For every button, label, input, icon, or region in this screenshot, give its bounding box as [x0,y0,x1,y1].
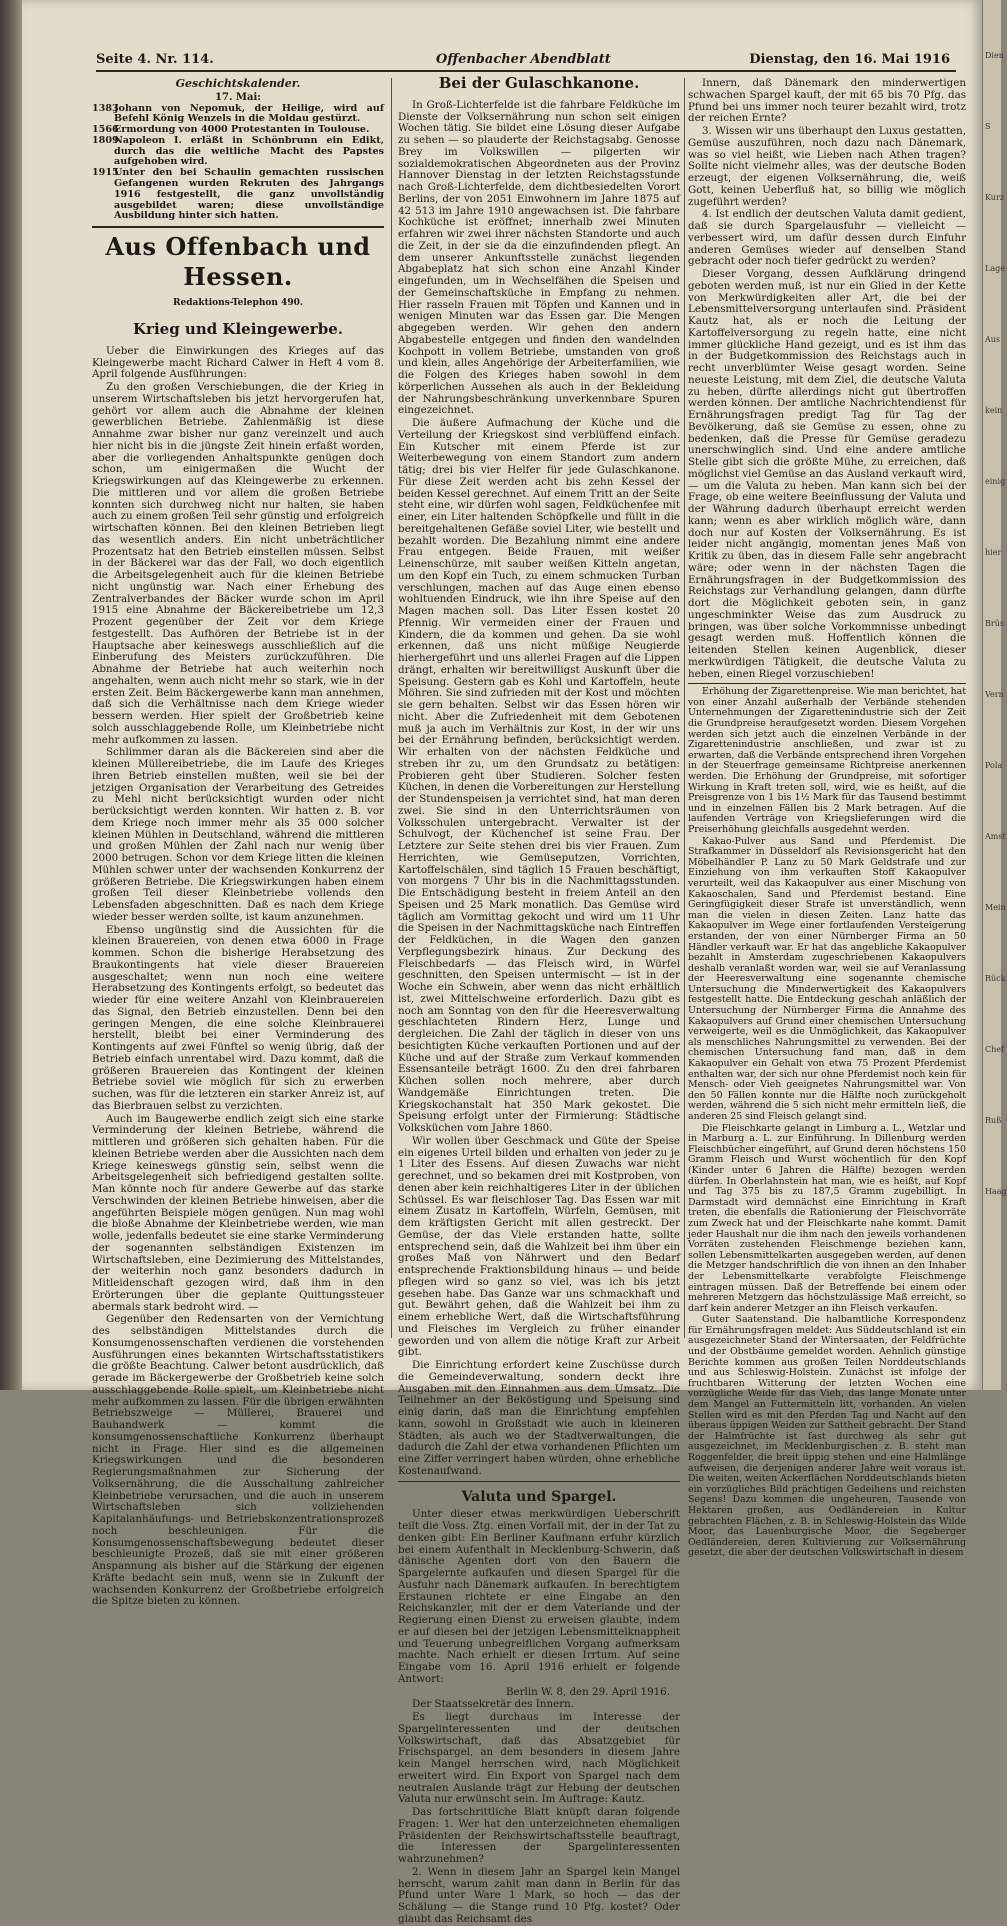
edge-fragment: Lage [985,264,1005,273]
paragraph: Die äußere Aufmachung der Küche und die Verteilung der Kriegskost sind verblüffend einfach. Ein Kutscher mit einem Pferde ist zur Weiterbewegung von einem Standort zum andern tätig; drei bis vier Helfer für jede Gulaschkanone. Für diese Zeit werden acht bis zehn Kessel der beiden Kessel gerechnet. Auf einem Tritt an der Seite steht eine, wir dürfen wohl sagen, Feldküchenfee mit einer, ein Liter haltenden Schöpfkelle und füllt in die bereitgehaltenen Gefäße soviel Liter, wie bestellt und bezahlt worden. Die Bezahlung nimmt eine andere Frau entgegen. Beide Frauen, mit weißer Leinenschürze, mit sauber weißen Kitteln angetan, um den Kopf ein Tuch, zu einem schmucken Turban verschlungen, machen auf das Auge einen ebenso wohltuenden Eindruck, wie ihn ihre Speise auf den Magen machen soll. Das Liter Essen kostet 20 Pfennig. Wir vermeiden einer der Frauen und Kindern, die da kommen und gehen. Da sie wohl erkennen, daß uns nicht müßige Neugierde hierhergeführt und uns allerlei Fragen auf die Lippen drängt, erhalten wir bereitwilligst Auskunft über die Speisung. Gestern gab es Kohl und Kartoffeln, heute Möhren. Sie sind zufrieden mit der Kost und möchten sie gern behalten. Selbst wir das Essen hören wir nicht. Aber die Zufriedenheit mit dem Gebotenen muß ja auch im Verhältnis zur Kost, in der wir uns bei der Ernährung befinden, berücksichtigt werden. Wir erhalten von der nächsten Feldküche und streben ihr zu, um den Grundsatz zu betätigen: Probieren geht über Studieren. Solcher festen Küchen, in denen die Vorbereitungen zur Herstellung der Stundenspeisen ja verrichtet sind, hat man deren zwei. Sie sind in den Unterrichtsräumen von Volksschulen untergebracht. Verwalter ist der Schulvogt, der Küchenchef ist seine Frau. Der Letztere zur Seite stehen drei bis vier Frauen. Zum Herrichten, wie Gemüseputzen, Vorrichten, Kartoffelschälen, sind täglich 15 Frauen beschäftigt, von morgens 7 Uhr bis in die Nachmittagsstunden. Die Entschädigung besteht in freiem Anteil an den Speisen und 25 Mark monatlich. Das Gemüse wird täglich am Vormittag gekocht und wird um 11 Uhr die Speisen in der Nachmittagsküche nach Eintreffen der Feldküchen, in die Wagen den ganzen Verpflegungsbezirk hinaus. Zur Deckung des Fleischbedarfs — das Fleisch wird, in Würfel geschnitten, den Speisen untermischt — ist in der Woche ein Schwein, aber wenn das nicht erhältlich ist, zwei Mittelschweine erforderlich. Dazu gibt es noch am Sonntag von den für die Heeresverwaltung geschlachteten Rindern Herz, Lunge und dergleichen. Die Zahl der täglich in dieser von uns besichtigten Küche verkauften Portionen und auf der Küche und auf der Straße zum Verkauf kommenden Essensanteile beträgt 1600. Zu den drei fahrbaren Küchen sollen noch mehrere, aber durch Wandgemäße Einrichtungen treten. Die Kriegskochanstalt hat 350 Mark gekostet. Die Speisung erfolgt unter der Firmierung: Städtische Volksküchen vom Jahre 1860. [398,417,680,1134]
paragraph: Es liegt durchaus im Interesse der Spargelinteressenten und der deutschen Volkswirtschaft, daß das Absatzgebiet für Frischspargel, an dem besonders in diesem Jahre kein Mangel herrschen wird, nach Möglichkeit erweitert wird. Ein Export von Spargel nach dem neutralen Auslande trägt zur Hebung der deutschen Valuta nur erwünscht sein. Im Auftrage: Kautz. [398,1711,680,1806]
calendar-entry [92,168,384,222]
calendar-text: Johann von Nepomuk, der Heilige, wird auf Befehl König Wenzels in die Moldau gestürzt. [114,102,384,125]
paragraph: Die Einrichtung erfordert keine Zuschüsse durch die Gemeindeverwaltung, sondern deckt ihre Ausgaben mit den Einnahmen aus dem Umsatz. Die Teilnehmer an der Beköstigung und Speisung sind einig darin, daß man die Einrichtung empfehlen kann, sowohl in Großstadt wie auch in kleineren Städten, als auch wo der Stadtverwaltungen, die dadurch die Zahl der etwa vorhandenen Pflichten um eine Ziffer verringert haben würden, ohne erhebliche Kostenaufwand. [398,1359,680,1477]
redaktion-telephone: Redaktions-Telephon 490. [173,298,303,309]
edge-fragment: Brüs [985,619,1004,628]
calendar-year: 1809 [92,134,119,146]
calendar-text: Unter den bei Schaulin gemachten russischen Gefangenen wurden Rekruten des Jahrgangs 1916 festgestellt, die ganz unvollständig ausgebildet waren; diese unvollständige Ausbildung hinter sich hatten. [114,167,384,222]
calendar-year: 1383 [92,102,119,114]
article-body [398,1360,680,1478]
newspaper-name: Offenbacher Abendblatt [436,52,611,67]
paragraph: Unter dieser etwas merkwürdigen Ueberschrift teilt die Voss. Ztg. einen Vorfall mit, der in der Tat zu denken gibt: Ein Berliner Kaufmann erfuhr kürzlich bei einem Aufenthalt in Mecklenburg-Schwerin, daß dänische Agenten dort von den Bauern die Spargelernte aufkaufen und diesen Spargel für die Ausfuhr nach Dänemark aufkaufen. In berechtigtem Erstaunen richtete er eine Eingabe an den Reichskanzler, mit der er dem Vaterlande und der Regierung einen Dienst zu erweisen glaubte, indem er auf diesen bei der jetzigen Lebensmittelknappheit und Teuerung unbegreiflichen Vorgang aufmerksam machte. Nach erhielt er diesen Irrtum. Auf seine Eingabe vom 16. April 1916 erhielt er folgende Antwort: [398,1508,680,1685]
column-left [92,77,384,1608]
calendar-date: 17. Mai: [215,91,261,103]
edge-fragment: Kurz [985,193,1004,202]
column-middle [398,74,680,1925]
letter-sender: Der Staatssekretär des Innern. [412,1698,575,1711]
paragraph: Das fortschrittliche Blatt knüpft daran folgende Fragen: 1. Wer hat den unterzeichneten ehemaligen Präsidenten der Reichswirtschaftsstelle beauftragt, die Interessen der Spargelinteressenten wahrzunehmen? [398,1806,680,1865]
edge-fragment: S [985,122,991,131]
paragraph: Schlimmer daran als die Bäckereien sind aber die kleinen Müllereibetriebe, die im Laufe des Krieges ihren Betrieb einstellen mußten, weil sie bei der jetzigen Organisation der Verarbeitung des Getreides zu Mehl nicht berücksichtigt wurden oder nicht berücksichtigt werden konnten. Wir hatten z. B. vor dem Kriege noch immer mehr als 35 000 solcher kleinen Mühlen in Deutschland, während die mittleren und großen Mühlen der Zahl nach nur wenig über 2000 betrugen. Schon vor dem Kriege litten die kleinen Mühlen schwer unter der wachsenden Konkurrenz der größeren Betriebe. Die Kriegswirkungen haben einem großen Teil dieser Kleinbetriebe vollends den Lebensfaden abgeschnitten. Daß es nach dem Kriege wieder besser werden sollte, ist kaum anzunehmen. [92,746,384,923]
article-title: Valuta und Spargel. [461,1488,617,1505]
article-body [398,1712,680,1926]
calendar-title: Geschichtskalender. [175,77,301,90]
paragraph: Zu den großen Verschiebungen, die der Krieg in unserem Wirtschaftsleben bis jetzt hervorgerufen hat, gehört vor allem auch die Abnahme der kleinen gewerblichen Betriebe. Zahlenmäßig ist diese Annahme zwar bisher nur ganz vereinzelt und auch hier nicht bis in die jüngste Zeit hinein erfaßt worden, aber die vorliegenden Anhaltspunkte genügen doch schon, um einigermaßen die Wucht der Kriegswirkungen auf das Kleingewerbe zu erkennen. Die mittleren und vor allem die großen Betriebe konnten sich durchweg nicht nur halten, sie haben auch zu einem großen Teil sehr günstig und erfolgreich wirtschaften können. Bei den kleinen Betrieben liegt das wesentlich anders. Ein nicht unbeträchtlicher Prozentsatz hat den Betrieb einstellen müssen. Selbst in der Bäckerei war das der Fall, wo doch eigentlich die Arbeitsgelegenheit auch für die kleinen Betriebe nicht ungünstig war. Nach einer Erhebung des Zentralverbandes der Bäcker wurde schon im April 1915 eine Abnahme der Bäckereibetriebe um 12,3 Prozent gegenüber der Zeit vor dem Kriege festgestellt. Das Aufhören der Betriebe ist in der Hauptsache aber keineswegs ausschließlich auf die Einberufung des Meisters zurückzuführen. Die Abnahme der Betriebe hat auch weiterhin noch angehalten, wenn auch nicht mehr so stark, wie in der ersten Zeit. Beim Bäckergewerbe kann man annehmen, daß sich die Verhältnisse nach dem Kriege wieder bessern werden. Hier spielt der Großbetrieb keine solch ausschlaggebende Rolle, um Kleinbetriebe nicht mehr aufkommen zu lassen. [92,381,384,746]
paragraph: Gegenüber den Redensarten von der Vernichtung des selbständigen Mittelstandes durch die Konsumgenossenschaften verdienen die vorstehenden Ausführungen eines bekannten Wirtschaftsstatistikers die größte Beachtung. Calwer betont ausdrücklich, daß gerade im Bäckergewerbe der Großbetrieb keine solch ausschlaggebende Rolle spielt, um Kleinbetriebe nicht mehr aufkommen zu lassen. Für die übrigen erwähnten Betriebszweige — Müllerei, Brauerei und Bauhandwerk — kommt die konsumgenossenschaftliche Konkurrenz überhaupt nicht in Frage. Hier sind es die allgemeinen Kriegswirkungen und die besonderen Regierungsmaßnahmen zur Sicherung der Volksernährung, die die Ausschaltung zahlreicher Kleinbetriebe verursachen, und die auch in unserem Wirtschaftsleben sich vollziehenden Kapitalanhäufungs- und Betriebskonzentrationsprozeß noch beschleunigen. Für die Konsumgenossenschaftsbewegung bedeutet dieser beschleunigte Prozeß, daß sie mit einer größeren Anspannung als bisher auf die Stärkung der eigenen Kräfte bedacht sein muß, wenn sie in Zukunft der wachsenden Konkurrenz der Großbetriebe erfolgreich die Spitze bieten zu können. [92,1313,384,1608]
article-title: Krieg und Kleingewerbe. [133,320,343,339]
article-body [398,1509,680,1685]
edge-fragment: Vern [985,690,1004,699]
article-body [398,100,680,1359]
masthead [96,50,956,72]
edge-fragment: hier [985,548,1002,557]
column-right [688,77,966,1559]
edge-fragment: Rück [985,974,1006,983]
calendar-year: 1566 [92,124,119,136]
letter-place: Berlin W. 8, den 29. April 1916. [505,1685,670,1698]
issue-date: Dienstag, den 16. Mai 1916 [749,52,950,67]
section-title: Aus Offenbach und Hessen. [105,232,371,292]
news-item-zigarettenpreise: Erhöhung der Zigarettenpreise. Wie man berichtet, hat von einer Anzahl außerhalb der Verbände stehenden Unternehmungen der Zigarettenindustrie sich der Zeit die Grundpreise heraufgesetzt worden. Diesem Vorgehen werden sich jetzt auch die einzelnen Verbände in der Zigarettenindustrie anschließen, und zwar ist zu erwarten, daß die Verbände entsprechend ihren Vorgehen in der Steuerfrage gemeinsame Richtpreise anerkennen werden. Die Erhöhung der Grundpreise, mit sofortiger Wirkung in Kraft treten soll, wird, wie es heißt, auf die Preisgrenze von 1 bis 1½ Mark für das Tausend bestimmt und in einzelnen Fällen bis 2 Mark betragen. Auf die laufenden Verträge von Kriegslieferungen wird die Preiserhöhung gleichfalls ausgedehnt werden. [688,686,966,835]
article-body [688,78,966,680]
paragraph: Dieser Vorgang, dessen Aufklärung dringend geboten werden muß, ist nur ein Glied in der Kette von Merkwürdigkeiten aller Art, die bei der Lebensmittelversorgung unterlaufen sind. Präsident Kautz hat, als er noch die Leitung der Kartoffelversorgung zu regeln hatte, eine nicht immer glückliche Hand gezeigt, und es ist ihm das in der Budgetkommission des Reichstags auch in recht unverblümter Weise gesagt worden. Seine neueste Leistung, mit dem Ziel, die deutsche Valuta zu heben, dürfte allerdings nicht gut übertroffen werden können. Der amtliche Nachrichtendienst für Ernährungsfragen predigt Tag für Tag der Bevölkerung, daß sie Gemüse zu essen, ohne zu bedenken, daß die Presse für Gemüse geradezu unerschwinglich sind. Und eine andere amtliche Stelle gibt sich die größte Mühe, zu erreichen, daß möglichst viel Gemüse an das Ausland verkauft wird, — um die Valuta zu heben. Man kann sich bei der Frage, ob eine weitere Beeinflussung der Valuta und der Währung dadurch überhaupt erreicht werden kann; wenn es aber wirklich möglich wäre, dann doch nur auf Kosten der Volksernährung. Es ist leider nicht angängig, momentan jenes Maß von Kritik zu üben, das in diesem Falle sehr angebracht wäre; oder wenn in der nächsten Tagen die Ernährungsfragen in der Budgetkommission des Reichstags zur Verhandlung gelangen, dann dürfte dort die Möglichkeit geboten sein, in ganz ungeschminkter Weise das zum Ausdruck zu bringen, was über solche Vorkommnisse unbedingt gesagt werden muß. Hoffentlich können die leitenden Stellen keinen Augenblick, dieser merkwürdigen Tätigkeit, die deutsche Valuta zu heben, einen Riegel vorzuschieben! [688,268,966,680]
edge-fragment: Ruß [985,1116,1002,1125]
calendar-entry [92,136,384,168]
next-page-edge [982,0,1007,1390]
paragraph: Auch im Baugewerbe endlich zeigt sich eine starke Verminderung der kleinen Betriebe, während die mittleren und größeren sich gehalten haben. Für die kleinen Betriebe werden aber die Aussichten nach dem Kriege keineswegs günstig sein, selbst wenn die Arbeitsgelegenheit sich befriedigend gestalten sollte. Man könnte noch für andere Gewerbe auf das starke Verschwinden der kleinen Betriebe hinweisen, aber die angeführten Beispiele mögen genügen. Nun mag wohl die bloße Abnahme der Kleinbetriebe werden, wie man wolle, jedenfalls bedeutet sie eine starke Verminderung der sogenannten selbständigen Existenzen im Wirtschaftsleben, eine Dezimierung des Mittelstandes, der weiterhin noch ganz besonders dadurch in Mitleidenschaft gezogen wird, daß ihm in den Erörterungen über die geplante Quittungssteuer abermals stark bedroht wird. — [92,1112,384,1313]
paragraph: 4. Ist endlich der deutschen Valuta damit gedient, daß sie durch Spargelausfuhr — vielleicht — verbessert wird, um dafür dessen durch Einfuhr anderen Gemüses wieder auf denselben Stand gebracht oder noch tiefer gedrückt zu werden? [688,208,966,268]
calendar-entry [92,104,384,126]
news-item-saatenstand: Guter Saatenstand. Die halbamtliche Korrespondenz für Ernährungsfragen meldet: Aus Süddeutschland ist ein ausgezeichneter Stand der Wintersaaten, der Feldfrüchte und der Obstbäume gemeldet worden. Aehnlich günstige Berichte kommen aus großen Teilen Norddeutschlands und aus Schleswig-Holstein. Zunächst ist infolge der fruchtbaren Witterung der letzten Wochen eine vorzügliche Weide für das Vieh, das lange Monate unter dem Mangel an Futtermitteln litt, vorhanden. An vielen Stellen wird es mit den Pferden Tag und Nacht auf den überaus üppigen Weiden zur Sattheit gebracht. Der Stand der Halmfrüchte ist fast durchweg als sehr gut ausgezeichnet, im Mecklenburgischen z. B. steht man Roggenfelder, die breit üppig stehen und eine Halmlänge aufweisen, die derjenigen anderer Jahre weit voraus ist. Die weiten, weiten Ackerflächen Norddeutschlands bieten ein vorzügliches Bild prächtigen Gedeihens und reichsten Segens! Dazu kommen die ungeheuren, Tausende von Hektaren großen, aus Oedländereien in Kultur gebrachten Flächen, z. B. in Schleswig-Holstein das Wilde Moor, das Lauenburgische Moor, die Segeberger Oedländereien, deren Kultivierung zur Volksernährung gesetzt, die aber der deutschen Volkswirtschaft in diesem [688,1314,966,1559]
news-item-fleischkarte: Die Fleischkarte gelangt in Limburg a. L., Wetzlar und in Marburg a. L. zur Einführung. In Dillenburg werden Fleischbücher eingeführt, auf Grund deren höchstens 150 Gramm Fleisch und Wurst wöchentlich für den Kopf (Kinder unter 6 Jahren die Hälfte) bezogen werden dürfen. In Oberlahnstein hat man, wie es heißt, auf Kopf und Tag 375 bis zu 187,5 Gramm zugebilligt. In Darmstadt wird demnächst eine Einrichtung in Kraft treten, die ebenfalls die Rationierung der Fleischvorräte zum Zweck hat und der Fleischkarte nahe kommt. Damit jeder Haushalt nur die ihm nach den jeweils vorhandenen Vorräten zustehenden Fleischmenge beziehen kann, sollen Lebensmittelkarten ausgegeben werden, auf denen die Metzger handschriftlich die von ihnen an den Inhaber der Lebensmittelkarte verabfolgte Fleischmenge eintragen müssen. Daß der Betreffende bei einem oder mehreren Metzgern das höchstzulässige Maß erreicht, so darf kein anderer Metzger an ihn Fleisch verkaufen. [688,1122,966,1314]
divider [688,683,966,684]
edge-fragment: Mein [985,903,1006,912]
edge-fragment: Dien [985,51,1004,60]
calendar-list [92,104,384,223]
book-binding [0,0,22,1390]
edge-fragment: Pola [985,761,1003,770]
edge-fragment: Aus [985,335,1001,344]
edge-fragment: Amst [985,832,1006,841]
edge-fragment: Chef [985,1045,1004,1054]
paragraph: Ueber die Einwirkungen des Krieges auf das Kleingewerbe macht Richard Calwer in Heft 4 vom 8. April folgende Ausführungen: [92,344,384,381]
paragraph: Innern, daß Dänemark den minderwertigen schwachen Spargel kauft, der mit 65 bis 70 Pfg. das Pfund bei uns immer noch teurer bezahlt wird, trotz der reichen Ernte? [688,77,966,125]
divider [92,226,384,228]
column-divider [391,78,392,1338]
paragraph: 3. Wissen wir uns überhaupt den Luxus gestatten, Gemüse auszuführen, noch dazu nach Dänemark, was so viel heißt, wie Lieben nach Athen tragen? Sollte nicht vielmehr alles, was der deutsche Boden erzeugt, der eigenen Volksernährung, die, weiß Gott, keinen Ueberfluß hat, so billig wie möglich zugeführt werden? [688,125,966,208]
page-number: Seite 4. Nr. 114. [96,52,214,67]
calendar-text: Napoleon I. erläßt in Schönbrunn ein Edikt, durch das die weltliche Macht des Papstes aufgehoben wird. [114,134,384,168]
edge-fragment: kein [985,406,1003,415]
article-title: Bei der Gulaschkanone. [438,74,640,92]
calendar-year: 1915 [92,167,119,179]
news-item-kakao: Kakao-Pulver aus Sand und Pferdemist. Die Strafkammer in Düsseldorf als Revisionsgericht hat den Möbelhändler P. Lanz zu 50 Mark Geldstrafe und zur Einziehung von ihm verkauften Stoff Kakaopulver verurteilt, weil das Kakaopulver aus einer Mischung von Kakaoschalen, Sand und Pferdemist bestand. Eine Geringfügigkeit dieser Strafe ist unverständlich, wenn man die vielen in diesen Zeiten. Lanz hatte das Kakaopulver im Wege einer fortlaufenden Versteigerung erstanden, der von einer Nürnberger Firma an 50 Händler verkauft war. Er hat das angebliche Kakaopulver bezahlt in Amsterdam zugeschriebenen Kakaopulvers deshalb veranlaßt worden war, weil sie auf Veranlassung der Heeresverwaltung eine sogenannte chemische Untersuchung die Minderwertigkeit des Kakaopulvers festgestellt hatte. Die Entdeckung geschah anläßlich der Untersuchung der Nürnberger Firma die Annahme des Kakaopulvers auf Grund einer chemischen Untersuchung verweigerte, weil es die Unmöglichkeit, das Kakaopulver als menschliches Nahrungsmittel zu verwenden. Bei der chemischen Untersuchung fand man, daß in dem Kakaopulver ein Gehalt von etwa 75 Prozent Pferdemist enthalten war, der sich nur ohne Pferdemist noch kein für Mensch- oder Vieh geeignetes Nahrungsmittel war. Von den 50 Fällen konnte nur die Hälfte noch zurückgeholt werden, während die 5 sich nicht mehr ermitteln ließ, die anderen 25 sind Fleisch gelangt sind. [688,835,966,1122]
article-body [92,346,384,1608]
divider [398,1481,680,1482]
edge-fragment: einig [985,477,1006,486]
paragraph: In Groß-Lichterfelde ist die fahrbare Feldküche im Dienste der Volksernährung nun schon seit einigen Wochen tätig. Sie bildet eine Lösung dieser Aufgabe zu sehen — so plauderte der Reichstagsabg. Genosse Brey im Volkswillen — pilgerten wir sozialdemokratischen Abgeordneten aus der Provinz Hannover Dienstag in der letzten Reichstagsstunde nach Groß-Lichterfelde, dem dichtbesiedelten Vorort Berlins, der von 2051 Einwohnern im Jahre 1875 auf 42 513 im Jahre 1910 angewachsen ist. Die fahrbare Kochküche ist eröffnet; innerhalb zwei Minuten erfahren wir zwei ihrer nächsten Standorte und auch die Zeit, in der sie da die einzufindenden pflegt. An dem unserer Ankunftsstelle zunächst liegenden Abgabeplatz hat sich schon eine Anzahl Kinder eingefunden, um in Wechselfähen die Speisen und der Gemeinschaftsküche in Empfang zu nehmen. Hier rasseln Frauen mit Töpfen und Kannen und in wenigen Minuten war das Essen gar. Die Mengen abgegeben werden. Wir gehen den andern Abgabestelle entgegen und finden den wandelnden Kochpott in vollem Betriebe, umstanden von groß und klein, alles Angehörige der Arbeiterfamilien, wie die Folgen des Krieges haben sowohl in dem körperlichen Aussehen als auch in der Bekleidung der Nahrungsbeschränkung unverkennbare Spuren eingezeichnet. [398,98,680,417]
paragraph: 2. Wenn in diesem Jahr an Spargel kein Mangel herrscht, warum zahlt man dann in Berlin für das Pfund unter Ware 1 Mark, so hoch — das der Schälung — die Stange rund 10 Pfg. kostet? Oder glaubt das Reichsamt des [398,1865,680,1925]
paragraph: Ebenso ungünstig sind die Aussichten für die kleinen Brauereien, von denen etwa 6000 in Frage kommen. Schon die bisherige Herabsetzung des Braukontingents hat viele dieser Brauereien ausgeschaltet; wenn nun noch eine weitere Herabsetzung des Kontingents erfolgt, so bedeutet das wieder für eine weitere Anzahl von Kleinbrauereien das Signal, den Betrieb einzustellen. Denn bei den geringen Mengen, die eine solche Kleinbrauerei herstellt, bleibt bei einer Verminderung des Kontingents auf zwei Fünftel so wenig übrig, daß der Betrieb einfach unrentabel wird. Dazu kommt, daß die größeren Brauereien das Kontingent der kleinen Betriebe soviel wie möglich für sich zu erwerben suchen, was für die letzteren ein starker Anreiz ist, auf das Bierbrauen selbst zu verzichten. [92,923,384,1112]
paragraph: Wir wollen über Geschmack und Güte der Speise ein eigenes Urteil bilden und erhalten von jeder zu je 1 Liter des Essens. Auf diesen Zuwachs war nicht gerechnet, und so bekamen drei mit Kostproben, von denen aber kein reichhaltigeres Liter in der üblichen Schüssel. Es war fleischloser Tag. Das Essen war mit einem Zusatz in Kartoffeln, Würfeln, Gemüsen, mit dem kräftigsten Gericht mit allen gestreckt. Der Gemüse, der das Viele erstanden hatte, sollte entsprechend sein, daß die Wahlzeit bei ihm über ein großes Maß von Nährwert und den Bedarf entsprechende Fraktionsbildung hinaus — und beide pflegen wird so ganz so viel, was ich bis jetzt gesehen habe. Das Ganze war uns schmackhaft und gut. Bewährt gehen, daß die Wahlzeit bei ihm zu einem erhebliche Wert, daß die Wirtschaftsführung und Fleisches im Vergleich zu früher einander geworden und von allem die nötige Kraft zur Arbeit gibt. [398,1134,680,1359]
edge-fragment: Haag [985,1187,1007,1196]
column-divider [684,78,685,1338]
calendar-text: Ermordung von 4000 Protestanten in Toulouse. [114,124,370,136]
